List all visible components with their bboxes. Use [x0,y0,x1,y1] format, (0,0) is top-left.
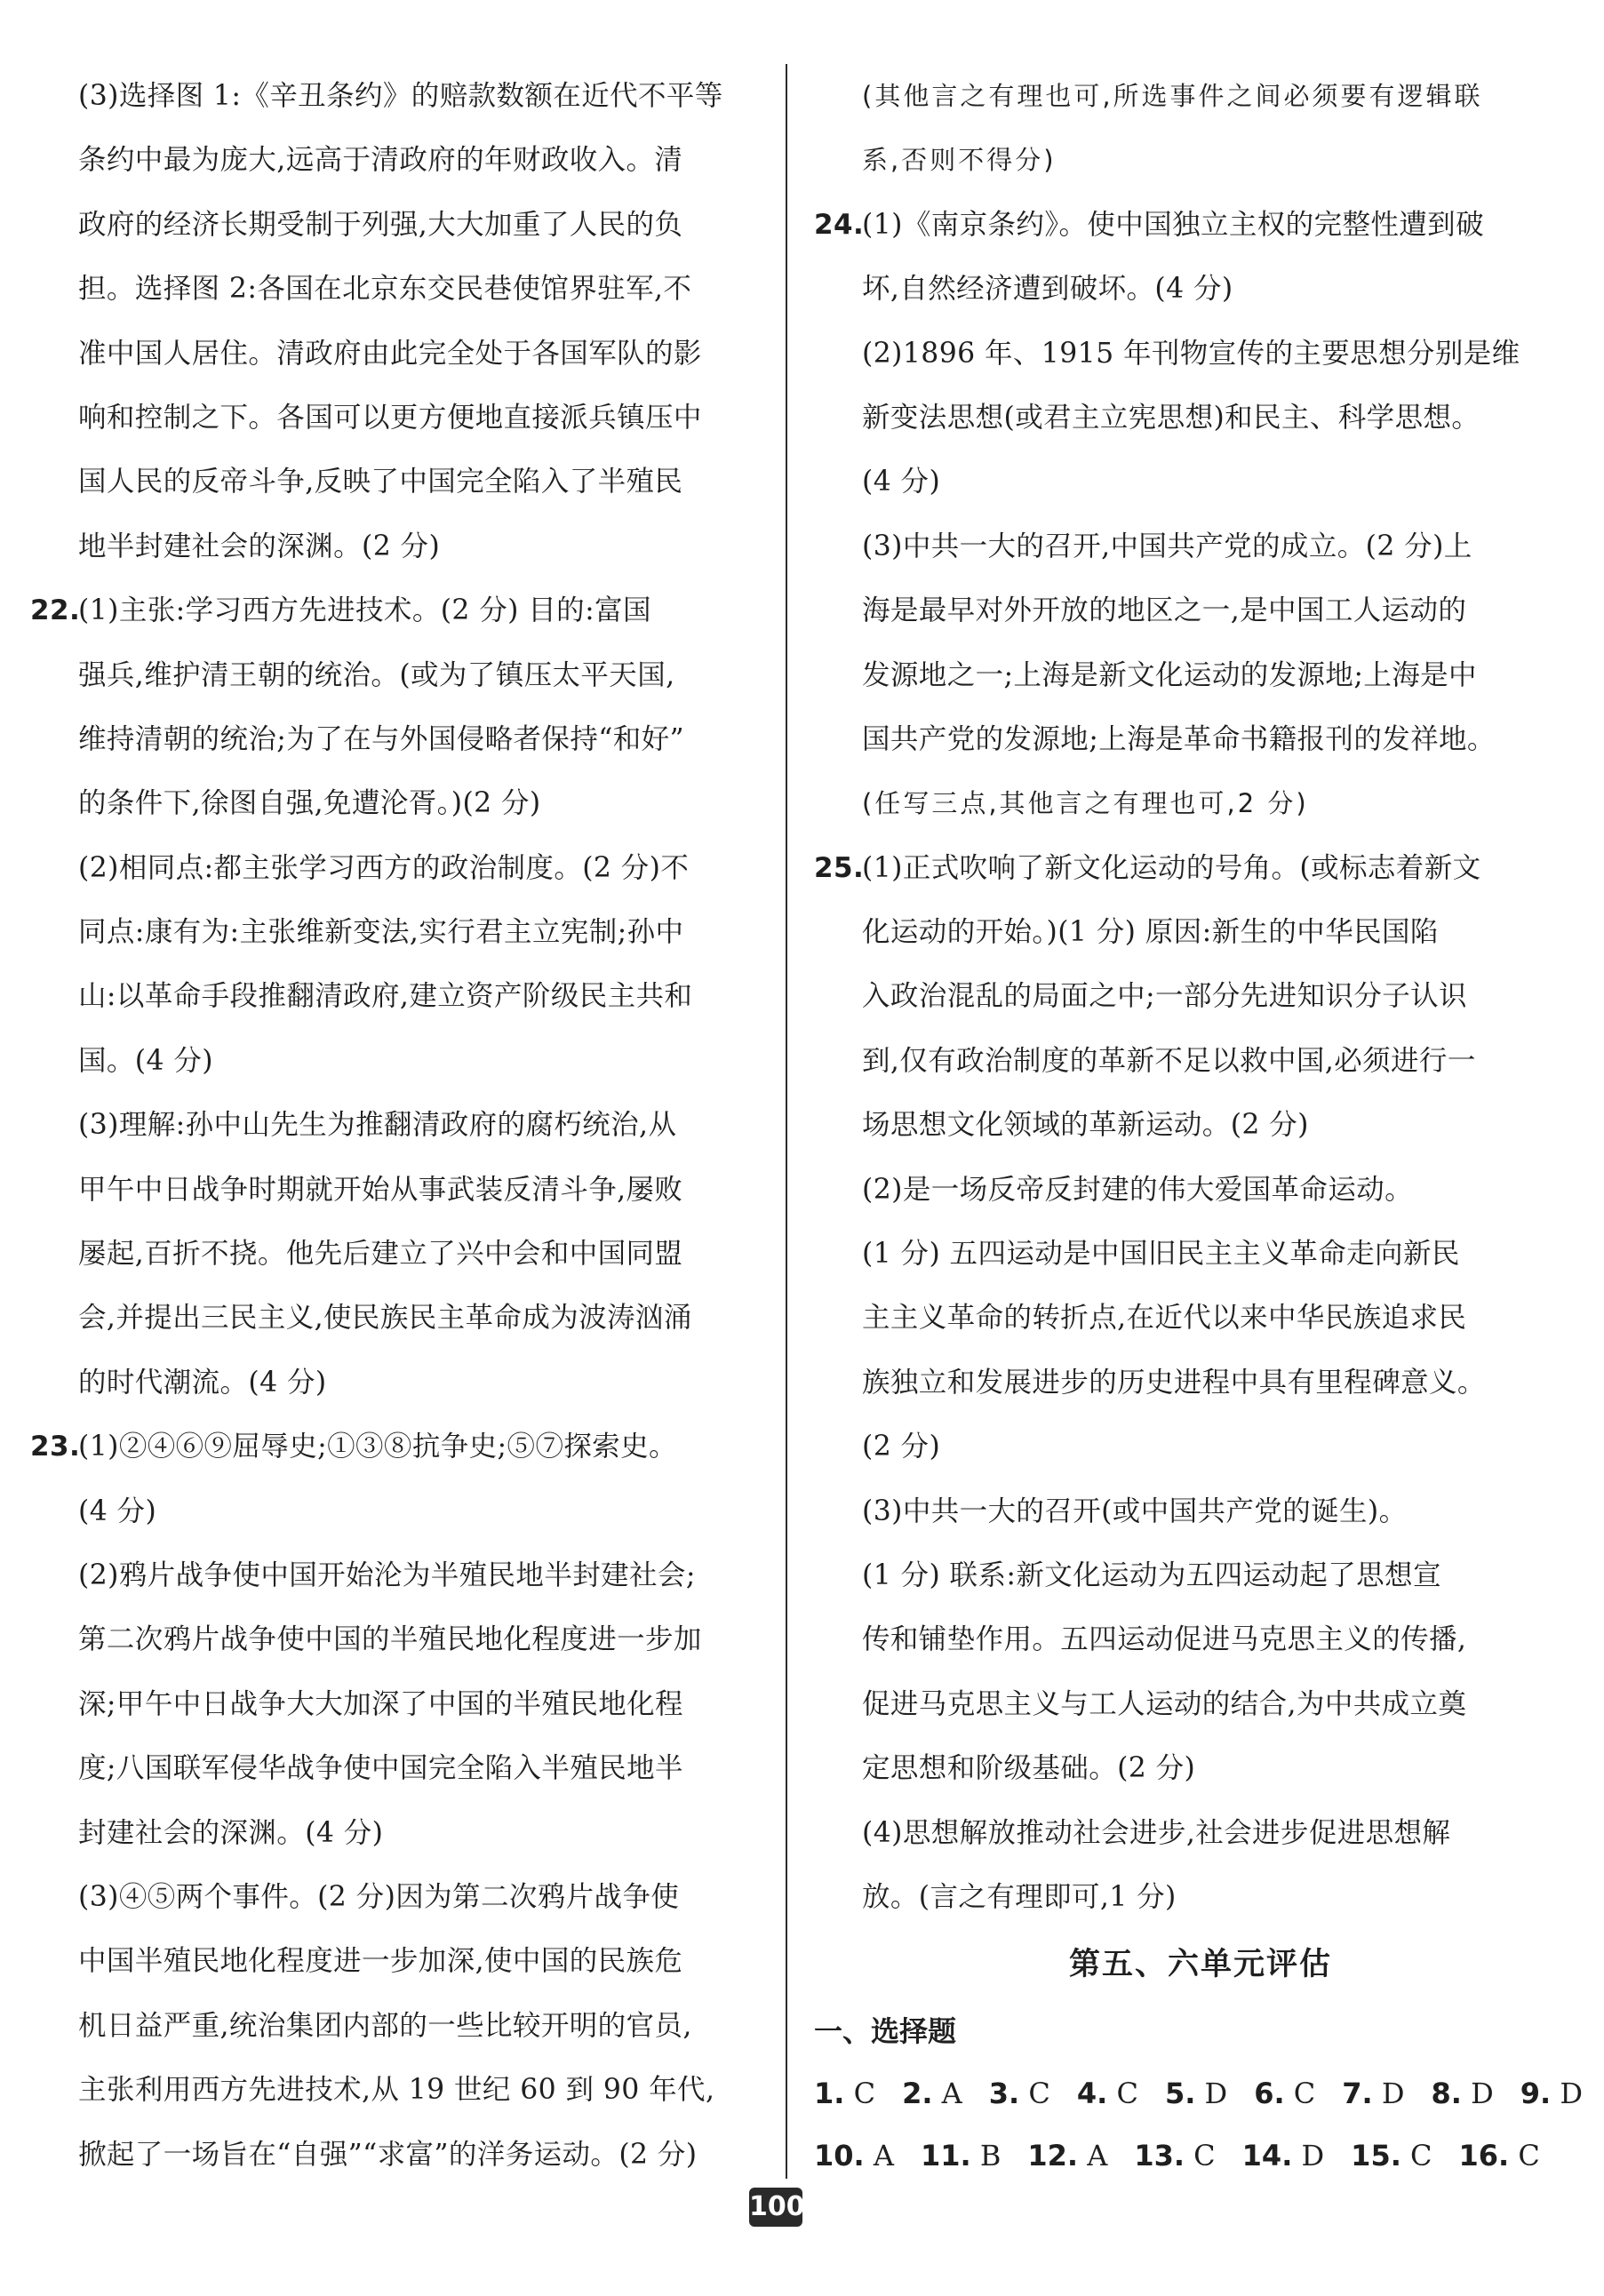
answer-number: 4. [1076,2077,1108,2111]
answer-item [814,2062,875,2125]
answer-number: 6. [1254,2077,1285,2111]
question-start-line [814,836,1534,900]
text-line [814,578,1534,642]
question-start-line [30,1415,750,1479]
text-line [30,1286,750,1350]
text-line [30,257,750,321]
text-line [814,1351,1534,1415]
line-text: 的条件下,徐图自强,免遭沦胥。)(2 分) [78,787,541,820]
text-line [30,1672,750,1736]
text-line [30,450,750,514]
line-text: 场思想文化领域的革新运动。(2 分) [862,1109,1309,1142]
line-text: 定思想和阶级基础。(2 分) [862,1752,1196,1785]
text-line [814,964,1534,1028]
question-number: 22. [30,594,81,627]
text-line [30,386,750,450]
line-text: (其他言之有理也可,所选事件之间必须要有逻辑联 [862,81,1483,111]
text-line [30,1607,750,1671]
line-text: 准中国人居住。清政府由此完全处于各国军队的影 [78,337,702,370]
answer-number: 11. [920,2139,971,2173]
text-line [814,1093,1534,1157]
line-text: (4)思想解放推动社会进步,社会进步促进思想解 [862,1816,1451,1849]
line-text: 度;八国联军侵华战争使中国完全陷入半殖民地半 [78,1752,683,1785]
answer-item [1077,2062,1138,2125]
text-line [30,2058,750,2122]
answer-letter: B [970,2139,1002,2173]
text-line [814,643,1534,707]
answer-item [1027,2125,1107,2187]
line-text: (3)选择图 1:《辛丑条约》的赔款数额在近代不平等 [78,80,723,112]
answer-letter: D [1551,2077,1584,2111]
line-text: 放。(言之有理即可,1 分) [862,1880,1177,1913]
answer-item [1520,2062,1583,2125]
answer-number: 14. [1241,2139,1293,2173]
answer-letter: C [1509,2139,1540,2173]
line-text: 机日益严重,统治集团内部的一些比较开明的官员, [78,2009,692,2042]
line-text: (2)鸦片战争使中国开始沦为半殖民地半封建社会; [78,1559,696,1591]
text-line [30,128,750,192]
line-text: (4 分) [862,466,941,498]
answer-number: 7. [1342,2077,1373,2111]
line-text: 掀起了一场旨在“自强”“求富”的洋务运动。(2 分) [78,2138,698,2171]
line-text: 到,仅有政治制度的革新不足以救中国,必须进行一 [862,1044,1476,1077]
text-line [814,322,1534,386]
line-text: 的时代潮流。(4 分) [78,1366,327,1399]
line-text: 政府的经济长期受制于列强,大大加重了人民的负 [78,208,683,241]
text-line [30,2123,750,2187]
text-line [814,771,1534,835]
line-text: 国。(4 分) [78,1044,213,1077]
text-line [814,1865,1534,1929]
text-line [30,514,750,578]
line-text: 山:以革命手段推翻清政府,建立资产阶级民主共和 [78,980,693,1013]
text-line [30,193,750,257]
column-divider [786,64,787,2179]
text-line [814,1029,1534,1093]
answer-number: 2. [902,2077,933,2111]
answer-letter: D [1461,2077,1494,2111]
answer-number: 1. [814,2077,845,2111]
answer-number: 3. [988,2077,1020,2111]
answer-letter: D [1372,2077,1405,2111]
text-line [30,1865,750,1929]
line-text: 中国半殖民地化程度进一步加深,使中国的民族危 [78,1945,683,1978]
line-text: 主张利用西方先进技术,从 19 世纪 60 到 90 年代, [78,2074,715,2107]
line-text: 强兵,维护清王朝的统治。(或为了镇压太平天国, [78,658,675,691]
text-line [30,900,750,964]
line-text: 地半封建社会的深渊。(2 分) [78,530,441,562]
unit-title: 第五、六单元评估 [1068,1947,1332,1983]
line-text: (2)是一场反帝反封建的伟大爱国革命运动。 [862,1173,1414,1206]
text-line [30,1543,750,1607]
text-line [30,64,750,128]
text-line [30,1801,750,1865]
line-text: 甲午中日战争时期就开始从事武装反清斗争,屡败 [78,1173,683,1206]
text-line [30,1093,750,1157]
answer-item [1432,2062,1494,2125]
line-text: 条约中最为庞大,远高于清政府的年财政收入。清 [78,144,683,177]
text-line [814,257,1534,321]
right-column [814,64,1584,2187]
answer-item [1134,2125,1215,2187]
text-line [814,1801,1534,1865]
text-line [814,707,1534,771]
text-line [814,1415,1534,1479]
text-line [814,514,1534,578]
text-line [814,900,1534,964]
line-text: 国共产党的发源地;上海是革命书籍报刊的发祥地。 [862,722,1496,755]
line-text: 新变法思想(或君主立宪思想)和民主、科学思想。 [862,401,1480,434]
answer-letter: C [1019,2077,1050,2111]
section-title: 一、选择题 [814,2014,957,2049]
question-number: 23. [30,1431,81,1463]
answer-letter: D [1195,2077,1228,2111]
answer-number: 13. [1134,2139,1185,2173]
text-line [30,771,750,835]
answer-item [1459,2125,1540,2187]
answer-letter: C [1107,2077,1138,2111]
line-text: 坏,自然经济遭到破坏。(4 分) [862,273,1233,306]
answer-number: 15. [1351,2139,1401,2173]
line-text: 会,并提出三民主义,使民族民主革命成为波涛汹涌 [78,1302,692,1335]
line-text: (1)主张:学习西方先进技术。(2 分) 目的:富国 [78,594,651,627]
right-lines [814,64,1534,1929]
text-line [30,1351,750,1415]
answer-letter: D [1292,2139,1325,2173]
line-text: (1)正式吹响了新文化运动的号角。(或标志着新文 [862,851,1481,884]
text-line [30,1029,750,1093]
line-text: (任写三点,其他言之有理也可,2 分) [862,788,1309,819]
answer-number: 12. [1027,2139,1079,2173]
line-text: (2)1896 年、1915 年刊物宣传的主要思想分别是维 [862,337,1520,370]
question-start-line [30,578,750,642]
line-text: 系,否则不得分) [862,145,1057,176]
line-text: (1)②④⑥⑨屈辱史;①③⑧抗争史;⑤⑦探索史。 [78,1431,677,1463]
text-line [30,1479,750,1543]
line-text: 第二次鸦片战争使中国的半殖民地化程度进一步加 [78,1623,702,1656]
text-line [30,707,750,771]
text-line [814,1479,1534,1543]
answer-letter: A [1078,2139,1108,2173]
text-line [30,1929,750,1993]
answer-item [814,2125,894,2187]
answer-item [989,2062,1050,2125]
line-text: (3)理解:孙中山先生为推翻清政府的腐朽统治,从 [78,1109,677,1142]
line-text: 海是最早对外开放的地区之一,是中国工人运动的 [862,594,1467,627]
text-line [30,1994,750,2058]
text-line [814,386,1534,450]
answer-letter: A [864,2139,894,2173]
answer-number: 8. [1431,2077,1462,2111]
text-line [30,836,750,900]
text-line [30,964,750,1028]
text-line [30,1736,750,1800]
line-text: (2)相同点:都主张学习西方的政治制度。(2 分)不 [78,851,690,884]
text-line [814,1222,1534,1286]
line-text: (1)《南京条约》。使中国独立主权的完整性遭到破 [862,208,1484,241]
text-line [814,1543,1534,1607]
answer-item [1165,2062,1227,2125]
text-line [814,64,1534,128]
line-text: 国人民的反帝斗争,反映了中国完全陷入了半殖民 [78,466,683,498]
line-text: 响和控制之下。各国可以更方便地直接派兵镇压中 [78,401,702,434]
line-text: (1 分) 联系:新文化运动为五四运动起了思想宣 [862,1559,1441,1591]
line-text: 同点:康有为:主张维新变法,实行君主立宪制;孙中 [78,916,684,949]
answer-number: 16. [1458,2139,1510,2173]
text-line [814,128,1534,192]
text-line [814,450,1534,514]
answer-item [1351,2125,1432,2187]
answer-letter: C [1185,2139,1216,2173]
answers-row-2 [814,2125,1540,2187]
line-text: 深;甲午中日战争大大加深了中国的半殖民地化程 [78,1687,683,1720]
text-line [814,1736,1534,1800]
line-text: 促进马克思主义与工人运动的结合,为中共成立奠 [862,1687,1467,1720]
left-column [30,64,750,2187]
answer-item [1342,2062,1404,2125]
line-text: 封建社会的深渊。(4 分) [78,1816,384,1849]
line-text: 入政治混乱的局面之中;一部分先进知识分子认识 [862,980,1467,1013]
text-line [30,643,750,707]
text-line [30,1222,750,1286]
answer-letter: C [844,2077,876,2111]
answer-item [921,2125,1001,2187]
answer-number: 5. [1164,2077,1196,2111]
text-line [814,1286,1534,1350]
answer-number: 10. [814,2139,865,2173]
answer-item [902,2062,962,2125]
answer-letter: C [1401,2139,1432,2173]
text-line [30,322,750,386]
line-text: 族独立和发展进步的历史进程中具有里程碑意义。 [862,1366,1486,1399]
line-text: 传和铺垫作用。五四运动促进马克思主义的传播, [862,1623,1467,1656]
text-line [814,1672,1534,1736]
answer-item [1254,2062,1315,2125]
line-text: (3)中共一大的召开,中国共产党的成立。(2 分)上 [862,530,1472,562]
line-text: 维持清朝的统治;为了在与外国侵略者保持“和好” [78,722,685,755]
line-text: (3)中共一大的召开(或中国共产党的诞生)。 [862,1495,1408,1527]
line-text: 化运动的开始。)(1 分) 原因:新生的中华民国陷 [862,916,1439,949]
line-text: (3)④⑤两个事件。(2 分)因为第二次鸦片战争使 [78,1880,680,1913]
question-number: 25. [814,851,865,884]
question-start-line [814,193,1534,257]
page-number: 100 [749,2188,802,2227]
answer-number: 9. [1520,2077,1552,2111]
answer-item [1242,2125,1325,2187]
answer-letter: A [932,2077,962,2111]
line-text: 主主义革命的转折点,在近代以来中华民族追求民 [862,1302,1467,1335]
line-text: (1 分) 五四运动是中国旧民主主义革命走向新民 [862,1238,1460,1271]
question-number: 24. [814,208,865,241]
line-text: (4 分) [78,1495,157,1527]
line-text: 发源地之一;上海是新文化运动的发源地;上海是中 [862,658,1477,691]
answers-row-1 [814,2062,1584,2125]
line-text: (2 分) [862,1431,941,1463]
text-line [814,1158,1534,1222]
answer-letter: C [1284,2077,1316,2111]
line-text: 屡起,百折不挠。他先后建立了兴中会和中国同盟 [78,1238,683,1271]
text-line [30,1158,750,1222]
text-line [814,1607,1534,1671]
line-text: 担。选择图 2:各国在北京东交民巷使馆界驻军,不 [78,273,692,306]
